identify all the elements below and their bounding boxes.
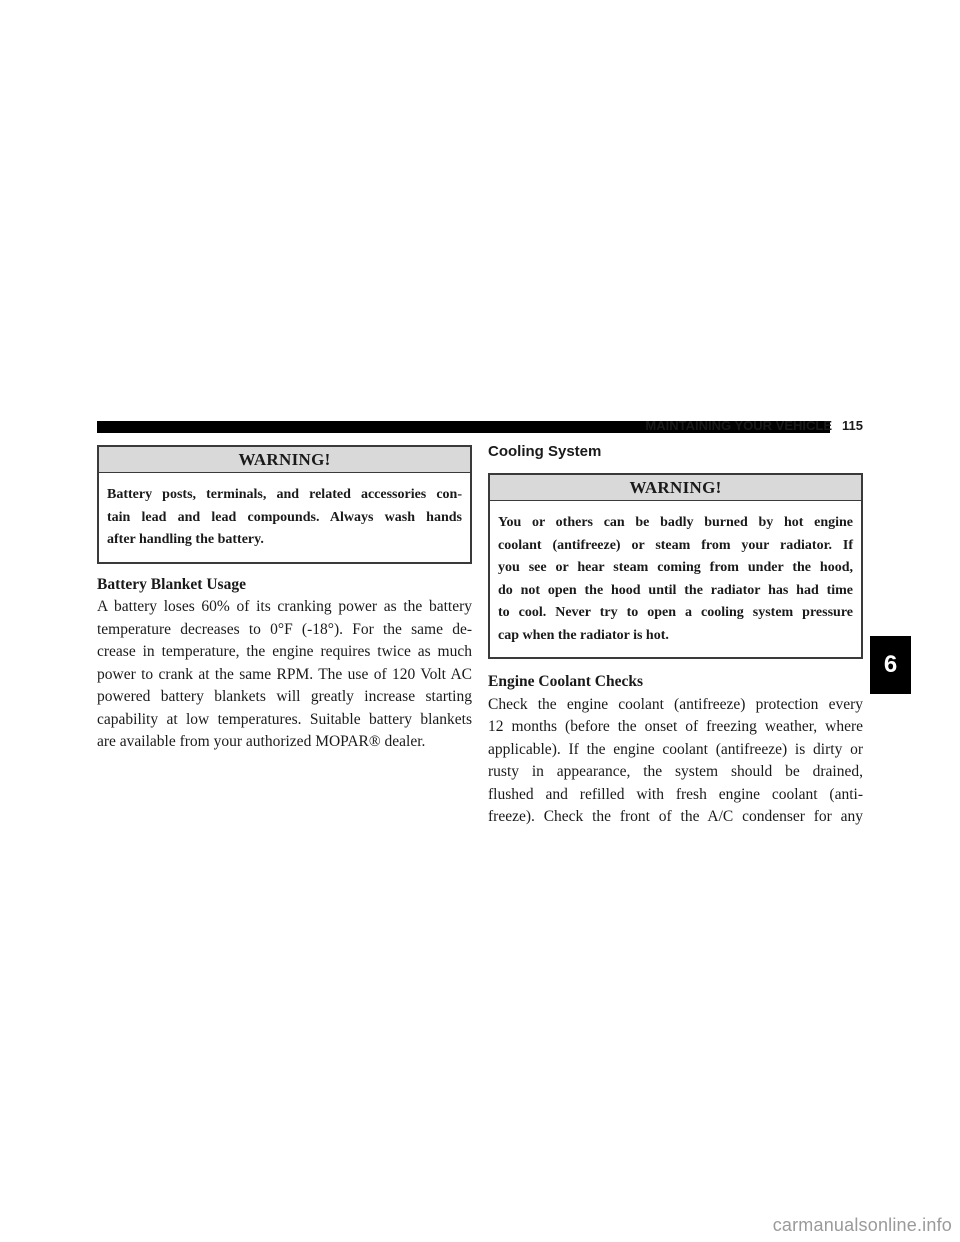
paragraph-line: are available from your authorized MOPAR® dealer. bbox=[97, 733, 426, 750]
warning-body bbox=[490, 501, 861, 657]
right-column bbox=[488, 443, 863, 829]
warning-line: to cool. Never try to open a cooling system pressure bbox=[498, 605, 853, 620]
warning-line: you see or hear steam coming from under the hood, bbox=[498, 560, 853, 575]
paragraph-line: capability at low temperatures. Suitable battery blankets bbox=[97, 710, 472, 728]
running-header-title: MAINTAINING YOUR VEHICLE bbox=[645, 418, 833, 433]
running-header bbox=[0, 418, 863, 433]
paragraph-line: crease in temperature, the engine requires twice as much bbox=[97, 643, 472, 660]
warning-body bbox=[99, 473, 470, 562]
chapter-tab: 6 bbox=[870, 636, 911, 694]
paragraph-line: powered battery blankets will greatly increase starting bbox=[97, 688, 472, 705]
battery-blanket-paragraph bbox=[97, 596, 472, 754]
battery-warning-box bbox=[97, 445, 472, 564]
page-number: 115 bbox=[842, 418, 863, 433]
warning-line: Battery posts, terminals, and related accessories con- bbox=[107, 487, 462, 502]
warning-line: after handling the battery. bbox=[107, 532, 264, 547]
warning-heading: WARNING! bbox=[490, 475, 861, 501]
paragraph-line: flushed and refilled with fresh engine coolant (anti- bbox=[488, 785, 863, 803]
paragraph-line: temperature decreases to 0°F (-18°). For the same de- bbox=[97, 620, 472, 638]
battery-blanket-heading: Battery Blanket Usage bbox=[97, 575, 246, 593]
paragraph-line: applicable). If the engine coolant (antifreeze) is dirty or bbox=[488, 740, 863, 758]
warning-line: do not open the hood until the radiator has had time bbox=[498, 582, 853, 598]
left-column bbox=[97, 445, 472, 754]
engine-coolant-checks-heading: Engine Coolant Checks bbox=[488, 673, 644, 690]
paragraph-line: Check the engine coolant (antifreeze) protection every bbox=[488, 695, 863, 713]
engine-coolant-paragraph bbox=[488, 694, 863, 829]
paragraph-line: freeze). Check the front of the A/C condenser for any bbox=[488, 808, 863, 825]
paragraph-line: rusty in appearance, the system should be drained, bbox=[488, 763, 863, 780]
watermark: carmanualsonline.info bbox=[772, 1215, 952, 1235]
warning-line: You or others can be badly burned by hot engine bbox=[498, 515, 853, 530]
warning-heading: WARNING! bbox=[99, 447, 470, 473]
cooling-warning-box bbox=[488, 473, 863, 659]
warning-line: cap when the radiator is hot. bbox=[498, 627, 669, 643]
paragraph-line: A battery loses 60% of its cranking power as the battery bbox=[97, 598, 472, 615]
paragraph-line: power to crank at the same RPM. The use of 120 Volt AC bbox=[97, 665, 472, 683]
warning-line: tain lead and lead compounds. Always wash hands bbox=[107, 509, 462, 525]
warning-line: coolant (antifreeze) or steam from your radiator. If bbox=[498, 537, 853, 553]
paragraph-line: 12 months (before the onset of freezing weather, where bbox=[488, 718, 863, 735]
cooling-system-heading: Cooling System bbox=[488, 443, 602, 460]
